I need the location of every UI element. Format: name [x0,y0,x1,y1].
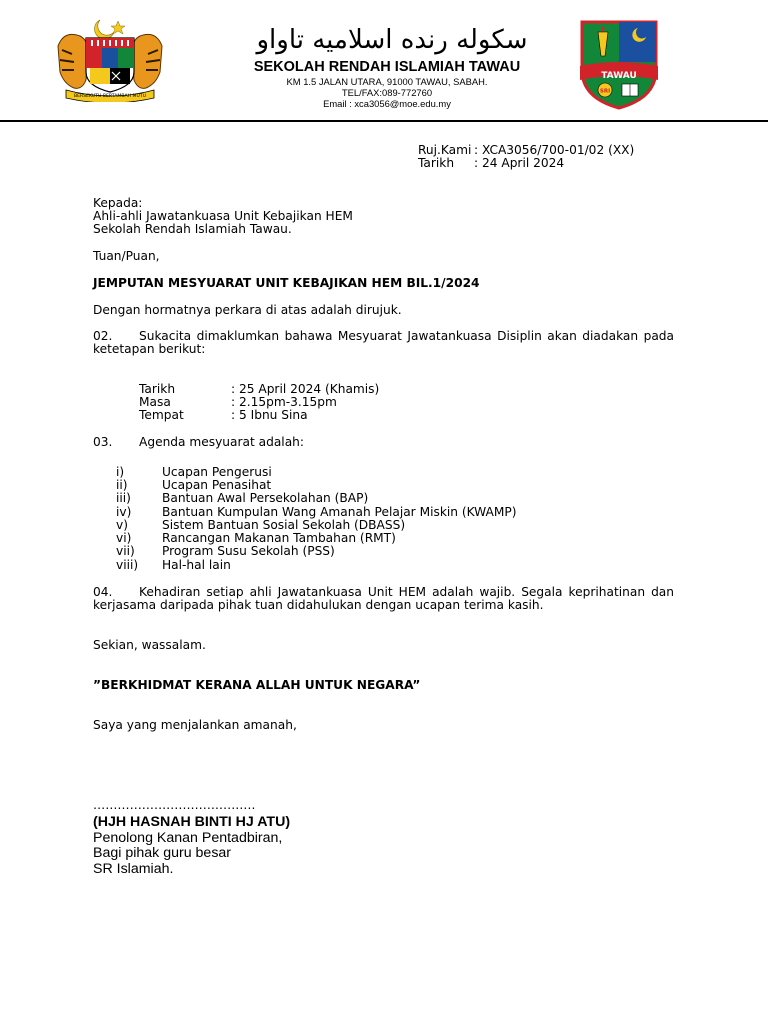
agenda-item-number: iv) [116,505,132,519]
school-badge-logo [578,18,660,110]
salutation: Tuan/Puan, [93,249,160,263]
jawi-school-name-calligraphy [232,22,552,58]
closing-line: Sekian, wassalam. [93,638,206,652]
trust-line: Saya yang menjalankan amanah, [93,718,297,732]
paragraph-02-number: 02. [93,329,113,343]
detail-label: Tempat [139,408,184,422]
detail-value: : 25 April 2024 (Khamis) [231,382,380,396]
agenda-item-number: i) [116,465,125,479]
school-address: KM 1.5 JALAN UTARA, 91000 TAWAU, SABAH. [286,76,488,87]
agenda-item: Sistem Bantuan Sosial Sekolah (DBASS) [162,518,406,532]
paragraph-04-line-1: Kehadiran setiap ahli Jawatankuasa Unit HEM adalah wajib. Segala keprihatinan dan [139,585,674,599]
paragraph-01: Dengan hormatnya perkara di atas adalah dirujuk. [93,303,402,317]
signature-line: …………………………………. [93,798,256,812]
paragraph-02-line-2: ketetapan berikut: [93,342,206,356]
detail-label: Masa [139,395,171,409]
agenda-item-number: vii) [116,544,135,558]
svg-text:سكوله رنده اسلاميه تاواو: سكوله رنده اسلاميه تاواو [256,25,528,55]
school-name: SEKOLAH RENDAH ISLAMIAH TAWAU [253,59,521,75]
agenda-item: Program Susu Sekolah (PSS) [162,544,335,558]
paragraph-04-number: 04. [93,585,113,599]
detail-value: : 5 Ibnu Sina [231,408,308,422]
signatory-title: Penolong Kanan Pentadbiran, [93,830,283,846]
recipient-line-2: Sekolah Rendah Islamiah Tawau. [93,222,292,236]
signatory-school: SR Islamiah. [93,861,174,877]
agenda-item: Ucapan Pengerusi [162,465,272,479]
paragraph-03-number: 03. [93,435,113,449]
school-email: Email : xca3056@moe.edu.my [323,98,451,109]
reference-value: : XCA3056/700-01/02 (XX) [474,143,635,157]
svg-text:SRI: SRI [599,88,611,95]
paragraph-03-text: Agenda mesyuarat adalah: [139,435,304,449]
signatory-on-behalf: Bagi pihak guru besar [93,845,232,861]
agenda-item: Bantuan Awal Persekolahan (BAP) [162,491,369,505]
letter-subject: JEMPUTAN MESYUARAT UNIT KEBAJIKAN HEM BIL.1/2024 [93,276,480,290]
agenda-item: Hal-hal lain [162,558,231,572]
paragraph-02-line-1: Sukacita dimaklumkan bahawa Mesyuarat Jawatankuasa Disiplin akan diadakan pada [139,329,674,343]
svg-text:TAWAU: TAWAU [601,71,637,81]
recipient-line-1: Ahli-ahli Jawatankuasa Unit Kebajikan HEM [93,209,353,223]
motto: ”BERKHIDMAT KERANA ALLAH UNTUK NEGARA” [93,678,421,692]
malaysia-coat-of-arms-logo [52,16,168,102]
svg-text:BERSEKUTU BERTAMBAH MUTU: BERSEKUTU BERTAMBAH MUTU [73,94,147,99]
paragraph-04-line-2: kerjasama daripada pihak tuan didahulukan dengan ucapan terima kasih. [93,598,544,612]
agenda-item: Bantuan Kumpulan Wang Amanah Pelajar Miskin (KWAMP) [162,505,517,519]
signatory-name: (HJH HASNAH BINTI HJ ATU) [93,814,291,830]
agenda-item-number: iii) [116,491,131,505]
detail-label: Tarikh [139,382,176,396]
date-value: : 24 April 2024 [474,156,565,170]
date-label: Tarikh [418,156,455,170]
agenda-item-number: v) [116,518,128,532]
reference-label: Ruj.Kami [418,143,472,157]
agenda-item: Ucapan Penasihat [162,478,272,492]
agenda-item: Rancangan Makanan Tambahan (RMT) [162,531,396,545]
letterhead-divider [0,120,768,122]
agenda-item-number: viii) [116,558,139,572]
agenda-item-number: vi) [116,531,132,545]
recipient-heading: Kepada: [93,196,143,210]
school-telfax: TEL/FAX:089-772760 [341,87,433,98]
agenda-item-number: ii) [116,478,128,492]
detail-value: : 2.15pm-3.15pm [231,395,337,409]
